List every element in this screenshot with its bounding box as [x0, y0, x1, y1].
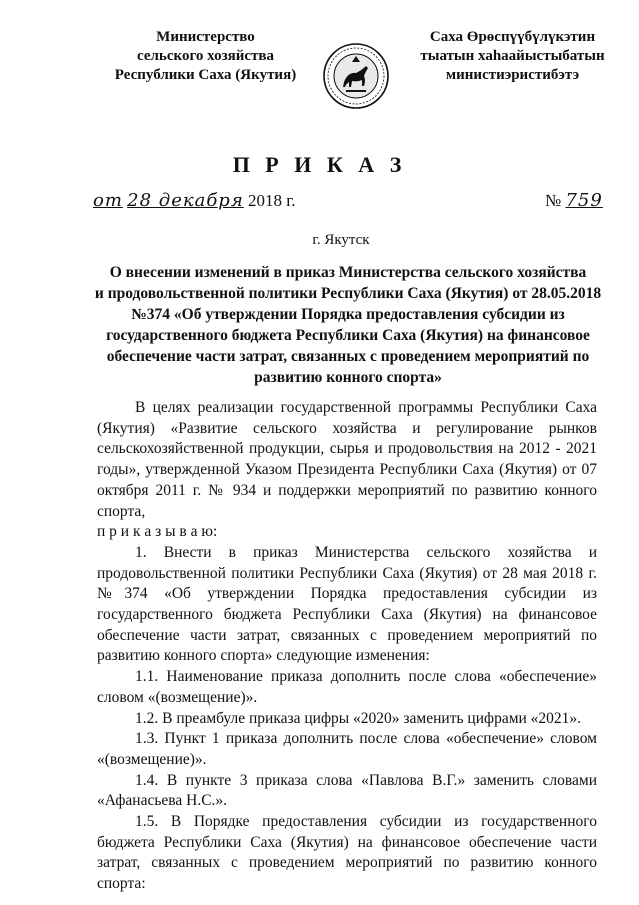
- order-subject: [88, 262, 608, 388]
- clause-1-4: 1.4. В пункте 3 приказа слова «Павлова В.Г.» заменить словами «Афанасьева Н.С.».: [97, 771, 597, 810]
- clause-1-2: 1.2. В преамбуле приказа цифры «2020» заменить цифрами «2021».: [135, 709, 582, 727]
- document-title: П Р И К А З: [232, 152, 407, 177]
- subject-line: государственного бюджета Республики Саха (Якутия) на финансовое: [106, 327, 590, 344]
- subject-line: и продовольственной политики Республики Саха (Якутия) от 28.05.2018: [94, 285, 602, 302]
- ministry-name-yakut: [405, 28, 620, 85]
- ministry-name-line: Республики Саха (Якутия): [114, 67, 297, 83]
- date-handwritten: 28 декабря: [127, 190, 244, 211]
- order-date: [93, 190, 296, 211]
- subject-line: №374 «Об утверждении Порядка предоставления субсидии из: [131, 306, 565, 323]
- clause-1-5: 1.5. В Порядке предоставления субсидии из государственного бюджета Республики Саха (Якутия) на финансовое обеспечение части затрат, связанных с проведением мероприятий по развитию конного спорта:: [97, 813, 597, 893]
- clause-1-1: 1.1. Наименование приказа дополнить после слова «обеспечение» словом «(возмещение)».: [97, 668, 597, 706]
- subject-line: развитию конного спорта»: [254, 369, 442, 386]
- subject-line: обеспечение части затрат, связанных с проведением мероприятий по: [106, 348, 590, 365]
- subject-line: О внесении изменений в приказ Министерства сельского хозяйства: [109, 264, 587, 281]
- order-verb: п р и к а з ы в а ю:: [97, 523, 218, 541]
- clause-1: 1. Внести в приказ Министерства сельского хозяйства и продовольственной политики Республики Саха (Якутия) от 28 мая 2018 г. №374 «Об утверждении Порядка предоставления субсидии из государственного бюджета Республики Саха (Якутия) на финансовое обеспечение части затрат, связанных с проведением мероприятий по развитию конного спорта» следующие изменения:: [97, 543, 597, 665]
- ministry-name-line: тыатын хаһаайыстыбатын: [420, 48, 605, 64]
- order-number: [545, 190, 603, 211]
- clause-1-3: 1.3. Пункт 1 приказа дополнить после слова «обеспечение» словом «(возмещение)».: [97, 730, 597, 768]
- number-label: №: [545, 191, 562, 210]
- ministry-name-line: Саха Өрөспүүбүлүкэтин: [429, 29, 596, 45]
- preamble-paragraph: В целях реализации государственной программы Республики Саха (Якутия) «Развитие сельского хозяйства и регулирование рынков сельскохозяйственной продукции, сырья и продовольствия на 2012 - 2021 годы», утвержденной Указом Президента Республики Саха (Якутия) от 07 октября 2011 г. № 934 и поддержки мероприятий по развитию конного спорта,: [97, 399, 597, 520]
- date-year: 2018 г.: [248, 191, 296, 210]
- order-body: [97, 398, 597, 895]
- city: г. Якутск: [312, 232, 370, 248]
- ministry-name-russian: [98, 28, 313, 85]
- ministry-name-line: министиэристибэтэ: [445, 67, 580, 83]
- ministry-name-line: Министерство: [156, 29, 255, 45]
- coat-of-arms-icon: [322, 42, 390, 110]
- number-handwritten: 759: [565, 190, 603, 211]
- date-prefix: от: [93, 190, 123, 211]
- ministry-name-line: сельского хозяйства: [137, 48, 274, 64]
